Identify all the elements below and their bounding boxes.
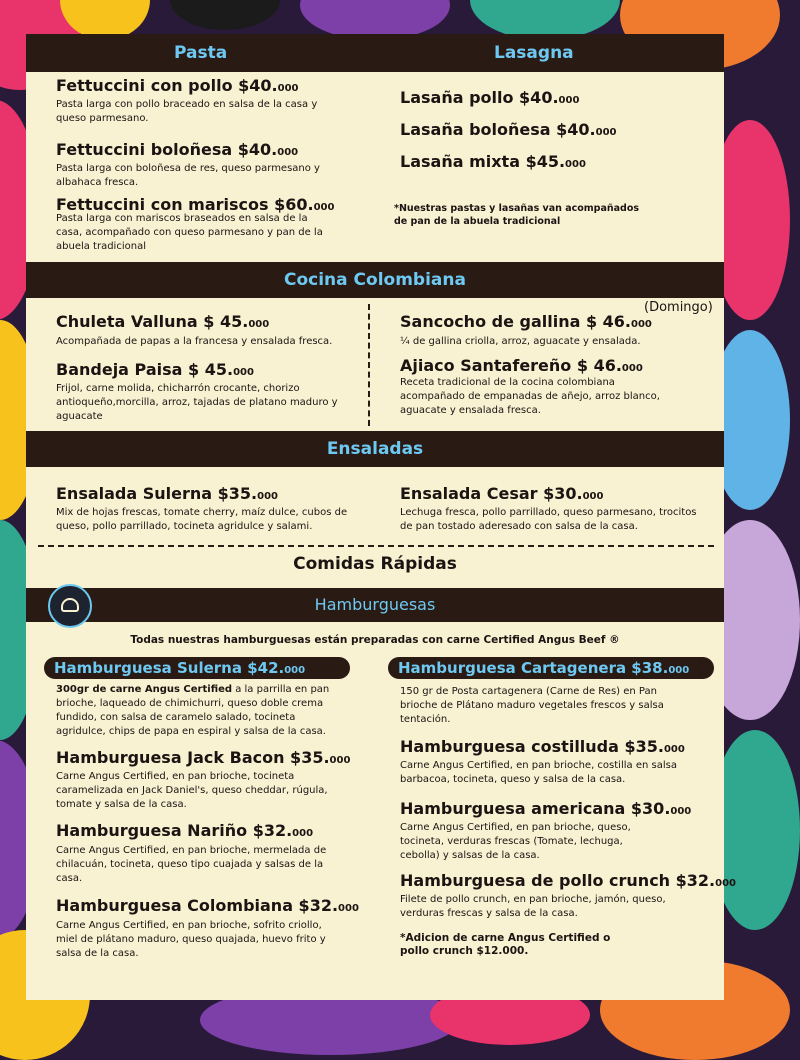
pasta-item-desc: Pasta larga con boloñesa de res, queso parmesano y albahaca fresca.: [56, 163, 320, 188]
burger-item-desc: Carne Angus Certified, en pan brioche, sofrito criollo, miel de plátano maduro, queso quajada, huevo frito y salsa de la casa.: [56, 920, 326, 959]
lasagna-note: *Nuestras pastas y lasañas van acompañados de pan de la abuela tradicional: [394, 203, 640, 227]
pasta-item-desc: Pasta larga con pollo braceado en salsa de la casa y queso parmesano.: [56, 99, 318, 124]
comidas-rapidas-heading: Comidas Rápidas: [293, 554, 457, 574]
colombiana-item-title: Sancocho de gallina $ 46.000: [400, 312, 652, 331]
colombiana-heading: Cocina Colombiana: [284, 270, 466, 290]
pasta-item-desc: Pasta larga con mariscos braseados en salsa de la casa, acompañado con queso parmesano y pan de la abuela tradicional: [56, 213, 323, 252]
pasta-item-title: Fettuccini con mariscos $60.000: [56, 195, 335, 214]
ensaladas-heading: Ensaladas: [326, 439, 424, 459]
colombiana-header: [26, 262, 724, 298]
ensalada-item-desc: Mix de hojas frescas, tomate cherry, maíz dulce, cubos de queso, pollo parrillado, tocineta agridulce y salami.: [56, 507, 348, 532]
colombiana-item-desc: ¼ de gallina criolla, arroz, aguacate y ensalada.: [400, 336, 641, 347]
burger-note: *Adicion de carne Angus Certified o pollo crunch $12.000.: [400, 932, 611, 957]
ensalada-item-desc: Lechuga fresca, pollo parrillado, queso parmesano, trocitos de pan tostado aderesado con salsa de la casa.: [400, 507, 697, 532]
colombiana-item-title: Bandeja Paisa $ 45.000: [56, 360, 254, 379]
burger-item-desc: Carne Angus Certified, en pan brioche, tocineta caramelizada en Jack Daniel's, queso cheddar, rúgula, tomate y salsa de la casa.: [56, 771, 328, 810]
hamburguesas-heading: Hamburguesas: [314, 595, 436, 614]
hamburguesas-header: [26, 588, 724, 622]
colombiana-item-title: Ajiaco Santafereño $ 46.000: [400, 356, 643, 375]
burger-item-title: Hamburguesa Jack Bacon $35.000: [56, 748, 351, 767]
burger-item-title: Hamburguesa americana $30.000: [400, 799, 692, 818]
burger-item-title: Hamburguesa costilluda $35.000: [400, 737, 685, 756]
burger-item-title: Hamburguesa de pollo crunch $32.000: [400, 871, 736, 890]
lasagna-item-title: Lasaña boloñesa $40.000: [400, 120, 617, 139]
colombiana-item-desc: Receta tradicional de la cocina colombiana acompañado de empanadas de añejo, arroz blanco, aguacate y ensalada fresca.: [400, 377, 660, 416]
ensalada-item-title: Ensalada Cesar $30.000: [400, 484, 604, 503]
featured-burger-left: Hamburguesa Sulerna $42.000: [44, 657, 350, 679]
featured-burger-right-desc: 150 gr de Posta cartagenera (Carne de Res) en Pan brioche de Plátano maduro vegetales frescos y salsa tentación.: [400, 686, 664, 725]
column-divider: [368, 304, 370, 426]
ensaladas-header: [26, 431, 724, 467]
featured-burger-right: Hamburguesa Cartagenera $38.000: [388, 657, 714, 679]
burger-item-title: Hamburguesa Colombiana $32.000: [56, 896, 359, 915]
ensalada-item-title: Ensalada Sulerna $35.000: [56, 484, 278, 503]
burger-item-title: Hamburguesa Nariño $32.000: [56, 821, 314, 840]
domingo-label: (Domingo): [644, 300, 713, 315]
burger-item-desc: Filete de pollo crunch, en pan brioche, jamón, queso, verduras frescas y salsa de la casa.: [400, 894, 666, 919]
lasagna-item-title: Lasaña mixta $45.000: [400, 152, 586, 171]
burger-item-desc: Carne Angus Certified, en pan brioche, mermelada de chilacuán, tocineta, queso tipo cuajada y salsas de la casa.: [56, 845, 327, 884]
pasta-item-title: Fettuccini boloñesa $40.000: [56, 140, 299, 159]
pasta-lasagna-header: [26, 34, 724, 72]
burger-item-desc: Carne Angus Certified, en pan brioche, queso, tocineta, verduras frescas (Tomate, lechuga, cebolla) y salsas de la casa.: [400, 822, 631, 861]
lasagna-heading: Lasagna: [494, 43, 574, 63]
section-divider: [38, 545, 714, 547]
burger-icon: [48, 584, 92, 628]
colombiana-item-desc: Acompañada de papas a la francesa y ensalada fresca.: [56, 336, 333, 347]
burger-item-desc: Carne Angus Certified, en pan brioche, costilla en salsa barbacoa, tocineta, queso y salsa de la casa.: [400, 760, 677, 785]
featured-burger-left-desc: 300gr de carne Angus Certified a la parrilla en pan brioche, laqueado de chimichurri, queso doble crema fundido, con salsa de caramelo salado, tocineta agridulce, chips de papa en espiral y salsa de la casa.: [56, 684, 330, 737]
colombiana-item-desc: Frijol, carne molida, chicharrón crocante, chorizo antioqueño,morcilla, arroz, tajadas de platano maduro y aguacate: [56, 383, 338, 422]
hamburguesas-intro: Todas nuestras hamburguesas están preparadas con carne Certified Angus Beef ®: [130, 634, 620, 646]
menu-sheet: [26, 34, 736, 1000]
pasta-heading: Pasta: [174, 43, 228, 63]
pasta-item-title: Fettuccini con pollo $40.000: [56, 76, 299, 95]
colombiana-item-title: Chuleta Valluna $ 45.000: [56, 312, 270, 331]
lasagna-item-title: Lasaña pollo $40.000: [400, 88, 580, 107]
